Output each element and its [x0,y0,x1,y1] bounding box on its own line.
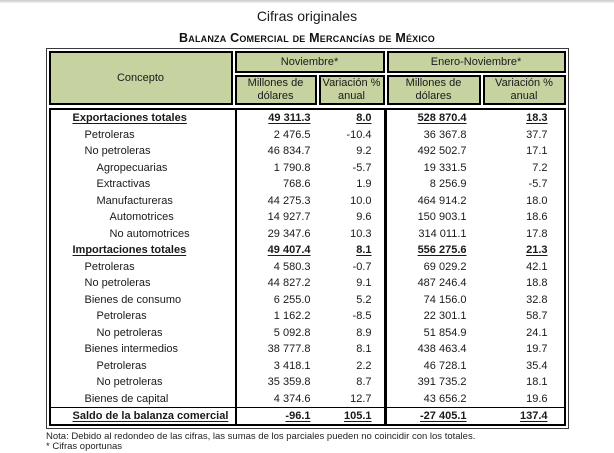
header-group-enero-noviembre: Enero-Noviembre* [387,51,566,73]
cell-nov-var: 8.1 [319,242,387,259]
table-row [51,193,564,210]
cell-ene-var: 7.2 [481,160,564,177]
table-body [49,108,566,426]
row-label: No petroleras [51,374,237,391]
cell-ene-var: 19.6 [481,391,564,408]
cell-ene-mil: 150 903.1 [387,209,481,226]
cell-ene-mil: 438 463.4 [387,341,481,358]
cell-nov-mil: 6 255.0 [237,292,319,309]
cell-nov-var: -5.7 [319,160,387,177]
cell-nov-mil: -96.1 [237,408,319,424]
cell-ene-mil: 391 735.2 [387,374,481,391]
cell-nov-var: 8.7 [319,374,387,391]
table-row [51,292,564,309]
cell-nov-var: 12.7 [319,391,387,408]
cell-nov-mil: 44 275.3 [237,193,319,210]
row-label: Petroleras [51,308,237,325]
cell-ene-var: 24.1 [481,325,564,342]
cell-ene-mil: 22 301.1 [387,308,481,325]
table-row [51,374,564,391]
table-row [51,127,564,144]
row-label: Agropecuarias [51,160,237,177]
cell-ene-mil: 46 728.1 [387,358,481,375]
table-row [51,275,564,292]
cell-nov-mil: 1 790.8 [237,160,319,177]
cell-ene-var: 42.1 [481,259,564,276]
cell-ene-var: 32.8 [481,292,564,309]
row-label: No automotrices [51,226,237,243]
header-ene-millones: Millones de dólares [387,75,481,105]
cell-nov-mil: 29 347.6 [237,226,319,243]
cell-nov-mil: 46 834.7 [237,143,319,160]
cell-nov-var: 9.1 [319,275,387,292]
cell-ene-mil: -27 405.1 [387,408,481,424]
table-row [51,259,564,276]
table-row [51,407,564,424]
cell-nov-var: 8.0 [319,110,387,127]
row-label: Importaciones totales [51,242,237,259]
cell-ene-var: 35.4 [481,358,564,375]
cell-nov-mil: 3 418.1 [237,358,319,375]
cell-nov-var: 8.1 [319,341,387,358]
cell-ene-var: 17.1 [481,143,564,160]
cell-ene-mil: 51 854.9 [387,325,481,342]
table-row [51,308,564,325]
cell-ene-mil: 19 331.5 [387,160,481,177]
cell-nov-var: 1.9 [319,176,387,193]
cell-nov-mil: 1 162.2 [237,308,319,325]
table-row [51,110,564,127]
cell-nov-var: 9.2 [319,143,387,160]
cell-ene-mil: 8 256.9 [387,176,481,193]
cell-nov-var: 105.1 [319,408,387,424]
cell-ene-var: 17.8 [481,226,564,243]
cell-nov-var: 5.2 [319,292,387,309]
table-row [51,325,564,342]
cell-ene-mil: 487 246.4 [387,275,481,292]
table-notes [46,432,614,453]
footnote-cifras-oportunas: * Cifras oportunas [46,442,614,453]
rounding-note: Nota: Debido al redondeo de las cifras, las sumas de los parciales pueden no coincidir con los totales. [46,432,614,443]
cell-ene-mil: 528 870.4 [387,110,481,127]
row-label: Extractivas [51,176,237,193]
cell-ene-mil: 69 029.2 [387,259,481,276]
cell-ene-mil: 492 502.7 [387,143,481,160]
cell-nov-mil: 38 777.8 [237,341,319,358]
cell-ene-mil: 314 011.1 [387,226,481,243]
row-label: Petroleras [51,259,237,276]
cell-nov-mil: 49 407.4 [237,242,319,259]
header-ene-variacion: Variación % anual [483,75,566,105]
row-label: No petroleras [51,275,237,292]
cell-ene-var: 19.7 [481,341,564,358]
cell-nov-var: 10.0 [319,193,387,210]
row-label: Petroleras [51,358,237,375]
table-row [51,341,564,358]
table-title: Balanza Comercial de Mercancías de México [0,31,614,45]
header-nov-variacion: Variación % anual [319,75,385,105]
cell-nov-mil: 5 092.8 [237,325,319,342]
cell-ene-mil: 36 367.8 [387,127,481,144]
row-label: Petroleras [51,127,237,144]
row-label: Bienes intermedios [51,341,237,358]
cell-ene-var: 18.8 [481,275,564,292]
cell-nov-var: 9.6 [319,209,387,226]
cell-nov-mil: 14 927.7 [237,209,319,226]
header-group-noviembre: Noviembre* [235,51,385,73]
row-label: Exportaciones totales [51,110,237,127]
window-top-edge [0,0,614,3]
cell-ene-mil: 43 656.2 [387,391,481,408]
table-row [51,160,564,177]
cell-nov-var: -10.4 [319,127,387,144]
cell-ene-var: 18.0 [481,193,564,210]
page-title: Cifras originales [0,8,614,24]
cell-nov-mil: 4 374.6 [237,391,319,408]
cell-ene-var: 18.1 [481,374,564,391]
table-row [51,226,564,243]
cell-nov-var: -8.5 [319,308,387,325]
cell-nov-mil: 44 827.2 [237,275,319,292]
cell-ene-var: 18.6 [481,209,564,226]
table-row [51,242,564,259]
cell-nov-mil: 35 359.8 [237,374,319,391]
cell-nov-mil: 4 580.3 [237,259,319,276]
row-label: No petroleras [51,143,237,160]
table-row [51,209,564,226]
table-row [51,143,564,160]
row-label: Saldo de la balanza comercial [51,408,237,424]
cell-ene-var: 21.3 [481,242,564,259]
cell-nov-mil: 768.6 [237,176,319,193]
cell-nov-var: 2.2 [319,358,387,375]
table-row [51,176,564,193]
trade-balance-table [46,48,569,429]
row-label: Manufactureras [51,193,237,210]
table-header [49,51,566,105]
row-label: Bienes de consumo [51,292,237,309]
cell-nov-var: -0.7 [319,259,387,276]
cell-ene-var: -5.7 [481,176,564,193]
header-concepto: Concepto [49,51,233,105]
cell-ene-mil: 464 914.2 [387,193,481,210]
cell-ene-var: 58.7 [481,308,564,325]
cell-nov-var: 8.9 [319,325,387,342]
cell-ene-var: 18.3 [481,110,564,127]
table-row [51,358,564,375]
cell-nov-var: 10.3 [319,226,387,243]
row-label: Automotrices [51,209,237,226]
header-nov-millones: Millones de dólares [235,75,317,105]
cell-ene-mil: 556 275.6 [387,242,481,259]
cell-ene-var: 37.7 [481,127,564,144]
cell-nov-mil: 2 476.5 [237,127,319,144]
row-label: Bienes de capital [51,391,237,408]
cell-ene-var: 137.4 [481,408,564,424]
cell-ene-mil: 74 156.0 [387,292,481,309]
row-label: No petroleras [51,325,237,342]
cell-nov-mil: 49 311.3 [237,110,319,127]
table-row [51,391,564,408]
